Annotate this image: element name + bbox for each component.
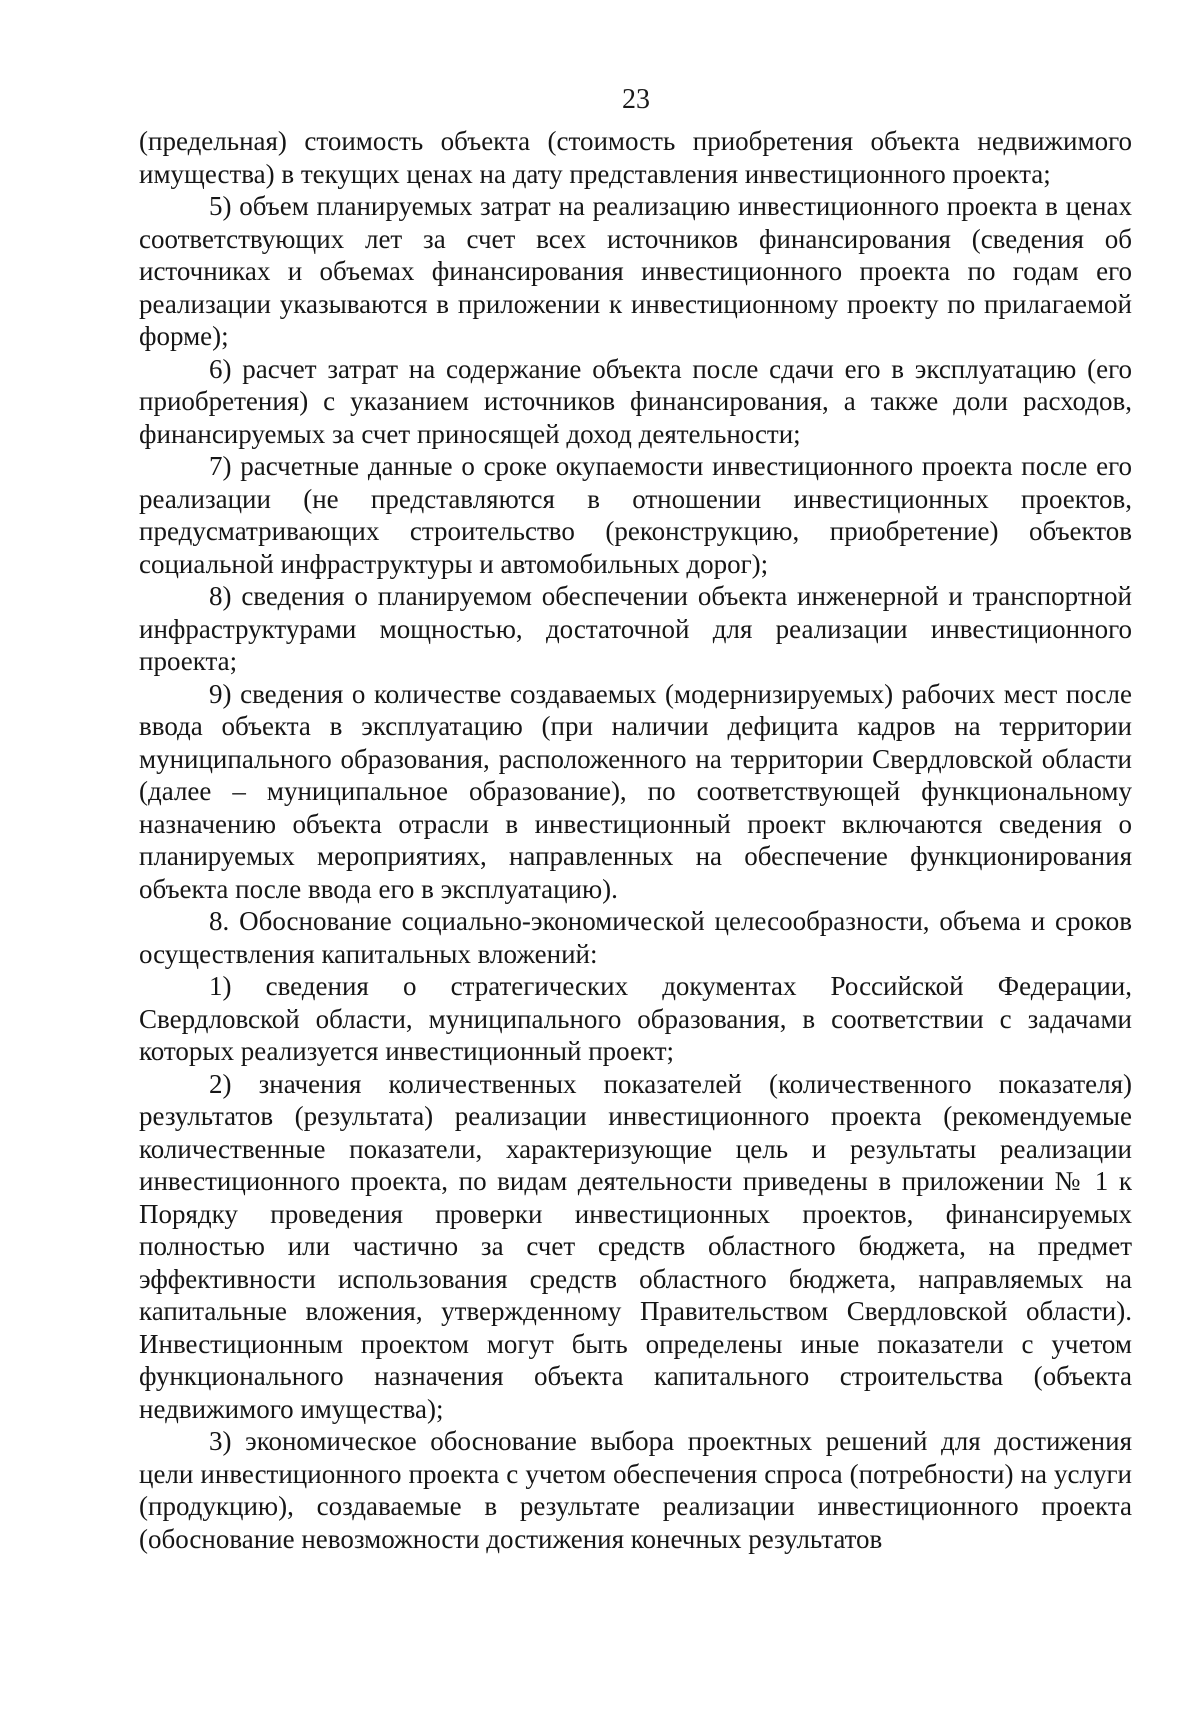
paragraph-subitem-1: 1) сведения о стратегических документах Российской Федерации, Свердловской области, муниципального образования, в соответствии с задачами которых реализуется инвестиционный проект; — [139, 971, 1132, 1066]
paragraph-continuation: (предельная) стоимость объекта (стоимость приобретения объекта недвижимого имущества) в текущих ценах на дату представления инвестиционного проекта; — [139, 126, 1132, 189]
paragraph-item-7: 7) расчетные данные о сроке окупаемости инвестиционного проекта после его реализации (не представляются в отношении инвестиционных проектов, предусматривающих строительство (реконструкцию, приобретение) объектов социальной инфраструктуры и автомобильных дорог); — [139, 451, 1132, 579]
page-number: 23 — [622, 84, 650, 115]
section-8-heading: 8. Обоснование социально-экономической целесообразности, объема и сроков осуществления капитальных вложений: — [139, 906, 1132, 969]
document-body — [139, 125, 1132, 1555]
paragraph-subitem-2: 2) значения количественных показателей (количественного показателя) результатов (результата) реализации инвестиционного проекта (рекомендуемые количественные показатели, характеризующие цель и результаты реализации инвестиционного проекта, по видам деятельности приведены в приложении № 1 к Порядку проведения проверки инвестиционных проектов, финансируемых полностью или частично за счет средств областного бюджета, на предмет эффективности использования средств областного бюджета, направляемых на капитальные вложения, утвержденному Правительством Свердловской области). Инвестиционным проектом могут быть определены иные показатели с учетом функционального назначения объекта капитального строительства (объекта недвижимого имущества); — [139, 1068, 1132, 1424]
paragraph-item-6: 6) расчет затрат на содержание объекта после сдачи его в эксплуатацию (его приобретения) с указанием источников финансирования, а также доли расходов, финансируемых за счет приносящей доход деятельности; — [139, 353, 1132, 449]
paragraph-item-9: 9) сведения о количестве создаваемых (модернизируемых) рабочих мест после ввода объекта в эксплуатацию (при наличии дефицита кадров на территории муниципального образования, расположенного на территории Свердловской области (далее – муниципальное образование), по соответствующей функциональному назначению объекта отрасли в инвестиционный проект включаются сведения о планируемых мероприятиях, направленных на обеспечение функционирования объекта после ввода его в эксплуатацию). — [139, 678, 1132, 904]
paragraph-item-8: 8) сведения о планируемом обеспечении объекта инженерной и транспортной инфраструктурами мощностью, достаточной для реализации инвестиционного проекта; — [139, 581, 1132, 676]
paragraph-subitem-3: 3) экономическое обоснование выбора проектных решений для достижения цели инвестиционного проекта с учетом обеспечения спроса (потребности) на услуги (продукцию), создаваемые в результате реализации инвестиционного проекта (обоснование невозможности достижения конечных результатов — [139, 1426, 1132, 1554]
paragraph-item-5: 5) объем планируемых затрат на реализацию инвестиционного проекта в ценах соответствующих лет за счет всех источников финансирования (сведения об источниках и объемах финансирования инвестиционного проекта по годам его реализации указываются в приложении к инвестиционному проекту по прилагаемой форме); — [139, 191, 1132, 351]
